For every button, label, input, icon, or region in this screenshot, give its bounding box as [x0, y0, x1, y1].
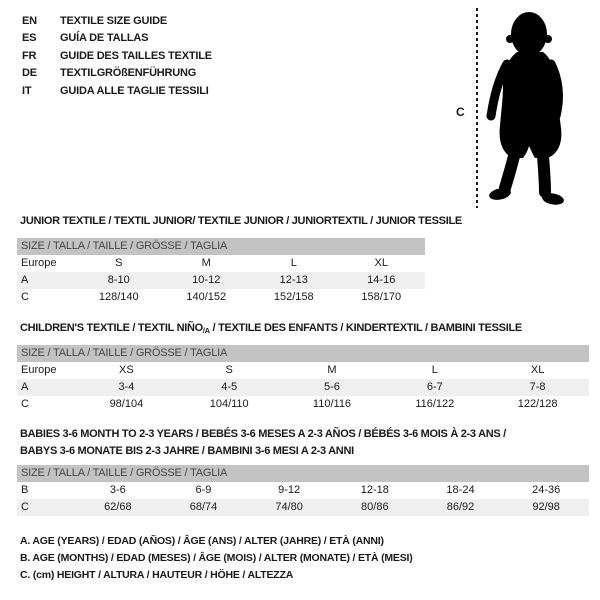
language-legend [22, 13, 212, 100]
language-code: EN [22, 15, 37, 27]
children-row-c [17, 396, 589, 413]
height-value: 68/74 [189, 501, 218, 513]
junior-region-row [17, 255, 425, 272]
region-label: Europe [21, 257, 57, 269]
height-value: 140/152 [186, 291, 227, 303]
note-height-cm: C. (cm) HEIGHT / ALTURA / HAUTEUR / HÖHE / ALTEZZA [20, 569, 294, 582]
region-label: Europe [21, 364, 57, 376]
language-code: ES [22, 32, 37, 45]
months-value: 6-9 [195, 484, 212, 496]
language-code: FR [22, 49, 37, 62]
babies-title-line2: BABYS 3-6 MONATE BIS 2-3 JAHRE / BAMBINI 3-6 MESI A 2-3 ANNI [20, 445, 354, 458]
language-row [22, 83, 212, 100]
age-value: 12-13 [279, 274, 308, 286]
children-row-a [17, 379, 589, 396]
language-code: IT [22, 84, 32, 97]
height-value: 110/116 [312, 398, 352, 410]
height-value: 158/170 [361, 291, 402, 303]
row-label: C [21, 291, 29, 303]
months-value: 18-24 [446, 484, 475, 496]
size-column: XL [530, 364, 545, 376]
row-label: C [21, 398, 29, 410]
row-label: C [21, 501, 29, 513]
height-value: 86/92 [446, 501, 475, 513]
age-value: 6-7 [426, 381, 443, 393]
height-value: 80/86 [361, 501, 389, 513]
children-title-pre: CHILDREN'S TEXTILE / TEXTIL NIÑO [20, 322, 203, 334]
size-column: L [431, 364, 438, 376]
babies-row-b [17, 482, 589, 499]
age-value: 10-12 [192, 274, 221, 286]
age-value: 8-10 [107, 274, 130, 286]
row-label: A [21, 381, 29, 393]
height-value: 152/158 [273, 291, 314, 303]
height-value: 62/68 [104, 501, 132, 513]
babies-section-title [20, 426, 506, 461]
junior-row-c [17, 289, 425, 306]
legend-notes [20, 533, 413, 585]
size-column: M [327, 364, 337, 376]
row-label: B [21, 484, 29, 496]
size-column: S [225, 364, 233, 376]
babies-size-table [17, 465, 589, 516]
age-value: 3-4 [118, 381, 135, 393]
height-measure-line [476, 8, 478, 208]
babies-row-c [17, 499, 589, 516]
language-title: GUIDA ALLE TAGLIE TESSILI [60, 84, 209, 97]
months-value: 24-36 [532, 484, 561, 496]
children-section-title [20, 322, 522, 334]
children-size-header-bar: SIZE / TALLA / TAILLE / GRÖSSE / TAGLIA [17, 345, 589, 362]
children-region-row [17, 362, 589, 379]
language-code: DE [22, 67, 37, 80]
note-age-years: A. AGE (YEARS) / EDAD (AÑOS) / ÂGE (ANS) / ALTER (JAHRE) / ETÀ (ANNI) [20, 535, 384, 547]
height-measure-label: C [456, 105, 465, 119]
height-value: 92/98 [532, 501, 560, 513]
age-value: 14-16 [367, 274, 396, 286]
height-value: 122/128 [517, 398, 558, 410]
age-value: 7-8 [529, 381, 546, 393]
toddler-silhouette-icon [481, 8, 575, 208]
height-value: 98/104 [109, 398, 144, 410]
height-value: 116/122 [415, 398, 455, 410]
language-row [22, 13, 212, 30]
junior-row-a [17, 272, 425, 289]
note-age-months: B. AGE (MONTHS) / EDAD (MESES) / ÂGE (MOIS) / ALTER (MONATE) / ETÀ (MESI) [20, 552, 413, 565]
age-value: 5-6 [324, 381, 340, 393]
language-title: TEXTILGRÖßENFÜHRUNG [60, 67, 197, 80]
age-value: 4-5 [221, 381, 238, 393]
language-row [22, 30, 212, 47]
babies-size-header-bar: SIZE / TALLA / TAILLE / GRÖSSE / TAGLIA [17, 465, 589, 482]
language-title: TEXTILE SIZE GUIDE [60, 15, 168, 27]
size-column: L [290, 257, 297, 269]
size-column: XS [119, 364, 134, 376]
height-value: 104/110 [209, 398, 249, 410]
children-size-table [17, 345, 589, 413]
months-value: 12-18 [360, 484, 389, 496]
language-row [22, 65, 212, 82]
babies-title-line1: BABIES 3-6 MONTH TO 2-3 YEARS / BEBÉS 3-6 MESES A 2-3 AÑOS / BÉBÉS 3-6 MOIS À 2-3 ANS / [20, 428, 506, 440]
size-column: M [201, 257, 211, 269]
size-column: S [115, 257, 123, 269]
junior-size-header-bar: SIZE / TALLA / TAILLE / GRÖSSE / TAGLIA [17, 238, 425, 255]
months-value: 9-12 [278, 484, 301, 496]
months-value: 3-6 [109, 484, 126, 496]
children-title-subscript: /A [202, 326, 210, 335]
language-title: GUÍA DE TALLAS [60, 32, 149, 45]
row-label: A [21, 274, 29, 286]
children-title-post: / TEXTILE DES ENFANTS / KINDERTEXTIL / BAMBINI TESSILE [209, 322, 522, 334]
language-title: GUIDE DES TAILLES TEXTILE [60, 49, 212, 62]
junior-size-table [17, 238, 425, 306]
language-row [22, 48, 212, 65]
height-value: 128/140 [98, 291, 139, 303]
junior-section-title: JUNIOR TEXTILE / TEXTIL JUNIOR/ TEXTILE JUNIOR / JUNIORTEXTIL / JUNIOR TESSILE [20, 215, 462, 227]
height-value: 74/80 [275, 501, 303, 513]
size-column: XL [374, 257, 388, 269]
